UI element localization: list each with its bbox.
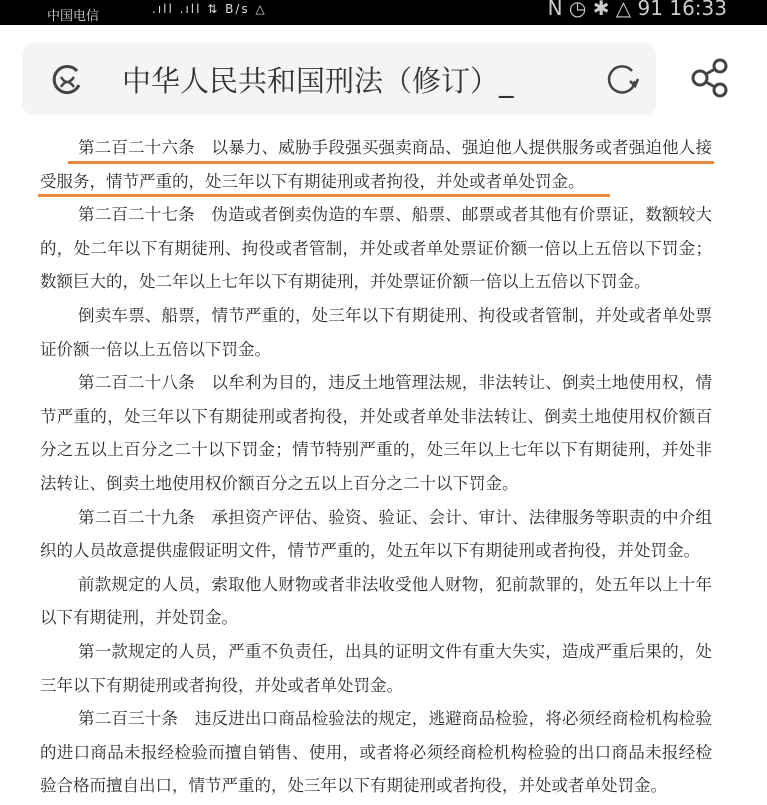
highlighted-text-line: 第二百二十六条 以暴力、威胁手段强买强卖商品、强迫他人提供服务或者强迫他人接 — [40, 133, 712, 167]
address-bar[interactable] — [22, 43, 656, 115]
law-paragraph — [40, 637, 712, 704]
law-paragraph — [40, 368, 712, 502]
text-line: 证价额一倍以上五倍以下罚金。 — [40, 339, 271, 359]
law-paragraph — [40, 133, 712, 200]
browser-logo-icon — [50, 63, 84, 97]
share-icon[interactable] — [690, 58, 730, 98]
text-line: 第二百二十九条 承担资产评估、验资、验证、会计、审计、法律服务等职责的中介组 — [78, 507, 712, 527]
reload-icon[interactable] — [604, 61, 640, 97]
law-paragraph — [40, 704, 712, 805]
text-line: 前款规定的人员，索取他人财物或者非法收受他人财物，犯前款罪的，处五年以上十年 — [78, 574, 712, 594]
article-content — [40, 133, 712, 805]
text-line: 的进口商品未报经检验而擅自销售、使用，或者将必须经商检机构检验的出口商品未报经检 — [40, 742, 712, 762]
law-paragraph — [40, 301, 712, 368]
text-line: 验合格而擅自出口，情节严重的，处三年以下有期徒刑或者拘役，并处或者单处罚金。 — [40, 776, 667, 796]
text-line: 第二百二十七条 伪造或者倒卖伪造的车票、船票、邮票或者其他有价票证，数额较大 — [78, 205, 712, 225]
status-right-icons: N ◷ ✱ △ 91 16:33 — [547, 0, 727, 20]
text-line: 法转让、倒卖土地使用权价额百分之五以上百分之二十以下罚金。 — [40, 473, 519, 493]
page-title[interactable]: 中华人民共和国刑法（修订）_ — [122, 64, 514, 98]
law-paragraph — [40, 570, 712, 637]
law-paragraph — [40, 503, 712, 570]
carrier-label: 中国电信 — [47, 9, 100, 24]
highlighted-text-line: 受服务，情节严重的，处三年以下有期徒刑或者拘役，并处或者单处罚金。 — [40, 167, 712, 201]
text-line: 织的人员故意提供虚假证明文件，情节严重的，处五年以下有期徒刑或者拘役，并处罚金。 — [40, 541, 700, 561]
text-line: 的，处二年以下有期徒刑、拘役或者管制，并处或者单处票证价额一倍以上五倍以下罚金； — [40, 238, 712, 258]
text-line: 第二百二十八条 以牟利为目的，违反土地管理法规，非法转让、倒卖土地使用权，情 — [78, 373, 712, 393]
text-line: 节严重的，处三年以下有期徒刑或者拘役，并处或者单处非法转让、倒卖土地使用权价额百 — [40, 406, 712, 426]
text-line: 第二百三十条 违反进出口商品检验法的规定，逃避商品检验，将必须经商检机构检验 — [78, 709, 712, 729]
text-line: 三年以下有期徒刑或者拘役，并处或者单处罚金。 — [40, 675, 403, 695]
text-line: 第一款规定的人员，严重不负责任，出具的证明文件有重大失实，造成严重后果的，处 — [78, 641, 712, 661]
signal-icons: .ıll .ıll ⇅ B/s △ — [152, 2, 267, 16]
status-bar — [0, 0, 767, 25]
text-line: 分之五以上百分之二十以下罚金；情节特别严重的，处三年以上七年以下有期徒刑，并处非 — [40, 440, 712, 460]
text-line: 以下有期徒刑，并处罚金。 — [40, 608, 238, 628]
law-paragraph — [40, 200, 712, 301]
text-line: 倒卖车票、船票，情节严重的，处三年以下有期徒刑、拘役或者管制，并处或者单处票 — [78, 305, 712, 325]
text-line: 数额巨大的，处二年以上七年以下有期徒刑，并处票证价额一倍以上五倍以下罚金。 — [40, 272, 651, 292]
